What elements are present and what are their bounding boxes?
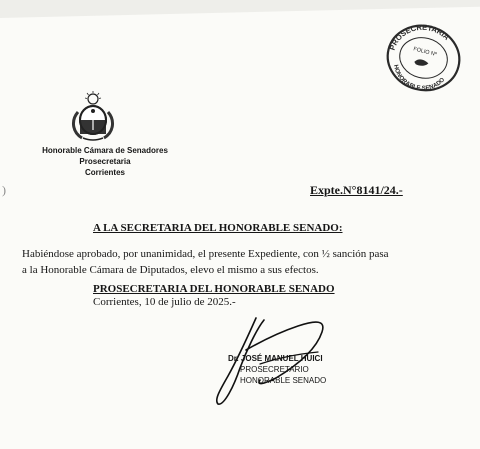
body-line: a la Honorable Cámara de Diputados, elevo el mismo a sus efectos.: [22, 264, 319, 276]
stamp-folio-label: FOLIO Nº: [412, 46, 438, 58]
stamp-top-text: PROSECRETARIA: [387, 22, 452, 52]
stamp-bottom-text: HONORABLE SENADO: [392, 64, 447, 92]
organization-name: Honorable Cámara de Senadores: [42, 146, 168, 155]
margin-mark: ): [2, 183, 6, 197]
body-paragraph: [22, 246, 462, 278]
signer-institution: HONORABLE SENADO: [240, 376, 327, 385]
file-number: Expte.N°8141/24.-: [310, 183, 403, 197]
stamp-handwritten-mark: [414, 58, 429, 68]
coat-of-arms-emblem: [67, 90, 119, 142]
organization-office: Prosecretaria: [79, 157, 131, 166]
body-line: Habiéndose aprobado, por unanimidad, el presente Expediente, con ½ sanción pasa: [22, 248, 389, 260]
signer-name: Dr. JOSÉ MANUEL HUICI: [228, 354, 323, 363]
organization-header: [22, 145, 188, 178]
signer-block: [228, 353, 326, 386]
organization-city: Corrientes: [84, 168, 125, 177]
place-and-date: Corrientes, 10 de julio de 2025.-: [93, 296, 236, 308]
office-heading: PROSECRETARIA DEL HONORABLE SENADO: [93, 283, 335, 295]
signer-title: PROSECRETARIO: [240, 365, 309, 374]
addressee-heading: A LA SECRETARIA DEL HONORABLE SENADO:: [93, 222, 343, 234]
